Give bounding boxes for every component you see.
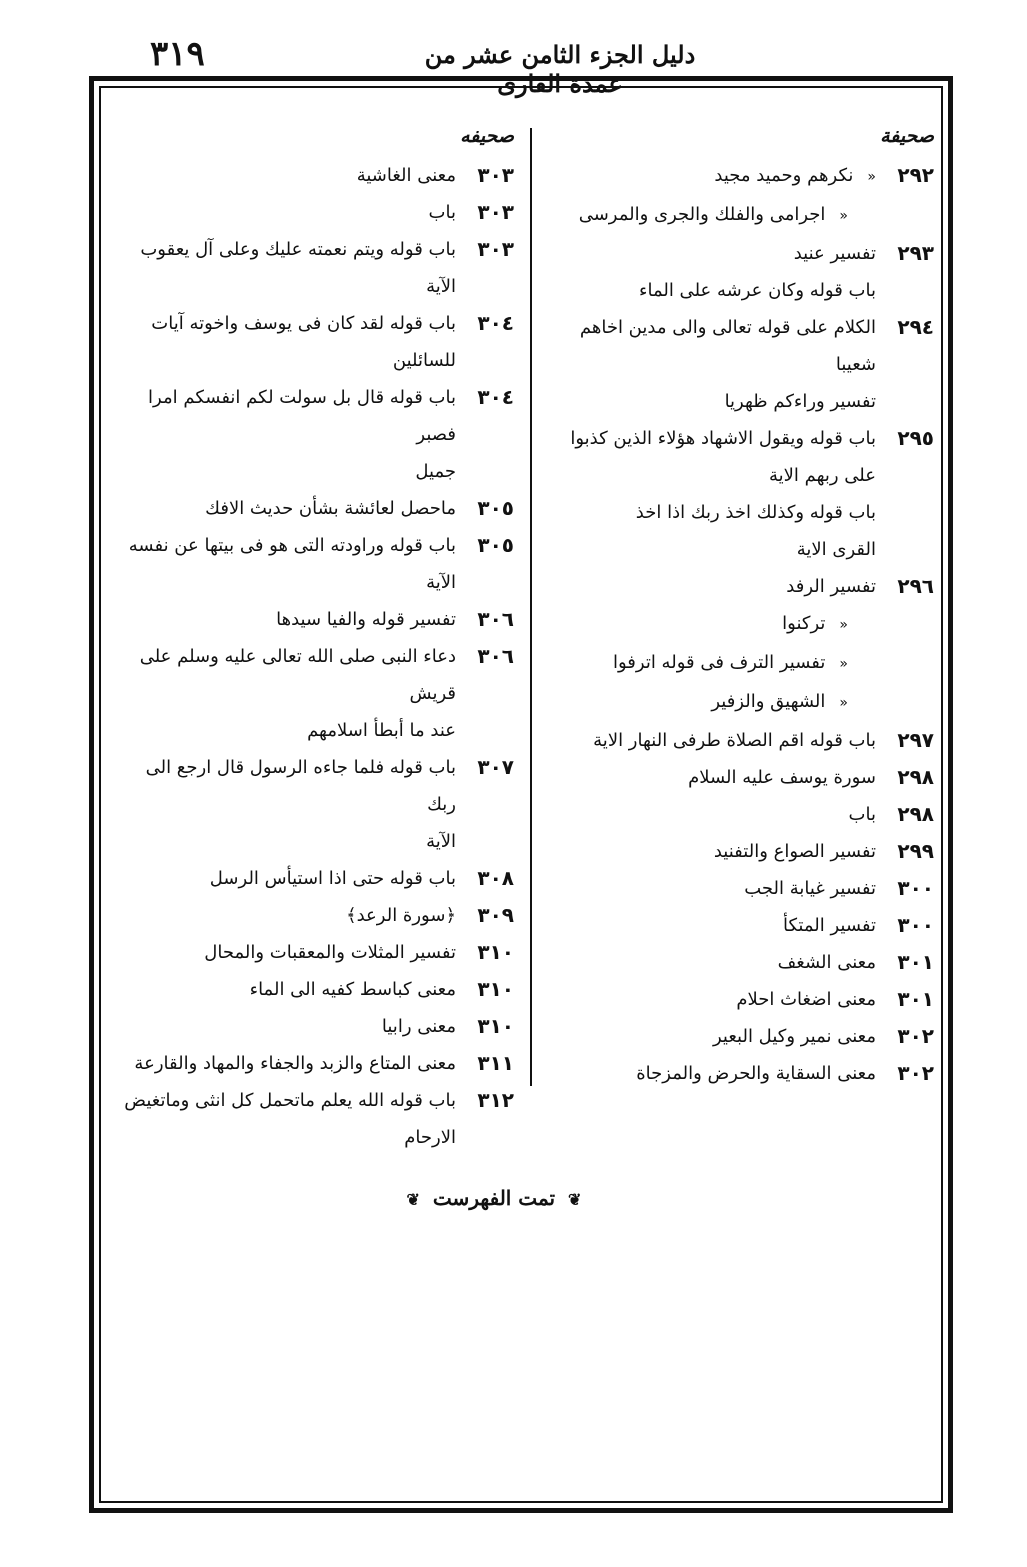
index-entry [548, 833, 934, 870]
index-entry [122, 268, 514, 305]
index-entry [548, 272, 934, 309]
entry-title: معنى رابيا [381, 1016, 456, 1037]
entry-title: تفسير الصواع والتفنيد [713, 841, 876, 862]
entry-title: الكلام على قوله تعالى والى مدين اخاهم شعيبا [579, 317, 876, 375]
entry-title: الشهيق والزفير [711, 691, 826, 712]
index-entry [548, 605, 934, 644]
index-entry [548, 457, 934, 494]
index-entry [548, 1018, 934, 1055]
ornament-icon: ❦ [406, 1190, 420, 1209]
index-entry [548, 944, 934, 981]
index-entry [122, 1045, 514, 1082]
index-entry [122, 638, 514, 712]
entry-title: باب قوله ويتم نعمته عليك وعلى آل يعقوب [140, 239, 456, 260]
ditto-mark-icon: « [867, 169, 876, 185]
ditto-mark-icon: « [839, 617, 848, 633]
entry-title: القرى الاية [796, 539, 876, 560]
ditto-mark-icon: « [839, 208, 848, 224]
index-entry [548, 420, 934, 457]
index-entry [548, 235, 934, 272]
entry-title: تفسير الترف فى قوله اترفوا [612, 652, 826, 673]
entry-page-number: ٣٠٠ [897, 913, 934, 937]
index-entry [122, 157, 514, 194]
index-entry [122, 527, 514, 601]
index-entry [548, 722, 934, 759]
entry-title: تفسير وراءكم ظهريا [724, 391, 876, 412]
index-entry [122, 1119, 514, 1156]
index-entry [122, 342, 514, 379]
index-entry [122, 231, 514, 268]
entry-page-number: ٢٩٣ [897, 241, 934, 265]
entry-title: اجرامى والفلك والجرى والمرسى [578, 204, 826, 225]
entry-title: تفسير غيابة الجب [744, 878, 876, 899]
entry-page-number: ٣٠٢ [897, 1024, 934, 1048]
index-column-right [548, 125, 934, 1092]
entry-title: معنى المتاع والزبد والجفاء والمهاد والقارعة [134, 1053, 456, 1074]
entry-title: باب قوله قال بل سولت لكم انفسكم امرا فصبر [148, 387, 456, 445]
index-entry [548, 683, 934, 722]
entry-page-number: ٢٩٩ [897, 839, 934, 863]
entry-title: معنى الغاشية [356, 165, 456, 186]
index-entry [122, 823, 514, 860]
entry-page-number: ٣١٠ [477, 1014, 514, 1038]
entry-page-number: ٣٠٠ [897, 876, 934, 900]
entry-title: باب قوله الله يعلم ماتحمل كل انثى وماتغيض [124, 1090, 456, 1111]
end-of-index [384, 1186, 604, 1210]
entry-page-number: ٣٠٧ [477, 755, 514, 779]
index-entry [122, 490, 514, 527]
entry-title: تفسير المثلات والمعقبات والمحال [204, 942, 456, 963]
entry-title: باب قوله وراودته التى هو فى بيتها عن نفسه الآية [128, 535, 456, 593]
index-entry [548, 568, 934, 605]
index-entry [122, 712, 514, 749]
entry-page-number: ٣٠٣ [477, 237, 514, 261]
entry-title: تفسير الرفد [786, 576, 876, 597]
index-entry [548, 870, 934, 907]
entry-title: جميل [415, 461, 456, 482]
entry-page-number: ٢٩٦ [897, 574, 934, 598]
index-column-left [122, 125, 514, 1156]
column-divider [530, 128, 532, 1086]
index-entry [122, 1082, 514, 1119]
index-entry [548, 196, 934, 235]
entry-page-number: ٣١٠ [477, 977, 514, 1001]
index-entry [548, 907, 934, 944]
entry-title: باب قوله ويقول الاشهاد هؤلاء الذين كذبوا [570, 428, 876, 449]
entry-title: باب قوله وكان عرشه على الماء [639, 280, 876, 301]
entry-title: الآية [426, 831, 456, 852]
index-entry [548, 494, 934, 531]
page-number: ٣١٩ [150, 34, 205, 74]
entry-page-number: ٣٠٥ [477, 533, 514, 557]
index-entry [122, 1008, 514, 1045]
entry-title: معنى اضغاث احلام [736, 989, 876, 1010]
index-list-right [548, 157, 934, 1092]
index-entry [122, 601, 514, 638]
entry-title: معنى نمير وكيل البعير [713, 1026, 876, 1047]
entry-title: الارحام [404, 1127, 456, 1148]
entry-title: للسائلين [392, 350, 456, 371]
entry-page-number: ٣٠١ [897, 987, 934, 1011]
index-entry [548, 1055, 934, 1092]
entry-title: معنى السقاية والحرض والمزجاة [636, 1063, 876, 1084]
entry-page-number: ٣١١ [477, 1051, 514, 1075]
entry-title: باب [428, 202, 456, 223]
index-entry [548, 383, 934, 420]
index-entry [548, 157, 934, 196]
entry-page-number: ٣١٢ [477, 1088, 514, 1112]
index-entry [548, 531, 934, 568]
index-entry [548, 796, 934, 833]
entry-title: على ربهم الاية [768, 465, 876, 486]
end-of-index-label: تمت الفهرست [432, 1186, 556, 1210]
entry-page-number: ٢٩٢ [897, 163, 934, 187]
entry-title: باب قوله وكذلك اخذ ربك اذا اخذ [635, 502, 876, 523]
index-entry [122, 897, 514, 934]
index-entry [548, 759, 934, 796]
index-entry [122, 749, 514, 823]
entry-title: باب قوله لقد كان فى يوسف واخوته آيات [151, 313, 456, 334]
entry-page-number: ٢٩٧ [897, 728, 934, 752]
entry-page-number: ٣٠٥ [477, 496, 514, 520]
entry-title: الآية [426, 276, 456, 297]
index-entry [122, 860, 514, 897]
index-entry [548, 981, 934, 1018]
entry-title: تفسير قوله والفيا سيدها [276, 609, 456, 630]
entry-title: تفسير عنيد [793, 243, 876, 264]
running-title: دليل الجزء الثامن عشر من عمدة القارى [424, 40, 696, 98]
index-entry [122, 453, 514, 490]
entry-page-number: ٣٠٩ [477, 903, 514, 927]
column-header-page: صحيفة [880, 125, 934, 147]
entry-title: تركنوا [782, 613, 826, 634]
index-entry [122, 194, 514, 231]
ditto-mark-icon: « [839, 695, 848, 711]
index-entry [122, 971, 514, 1008]
entry-page-number: ٢٩٥ [897, 426, 934, 450]
entry-page-number: ٢٩٤ [897, 315, 934, 339]
entry-title: معنى كباسط كفيه الى الماء [249, 979, 456, 1000]
entry-page-number: ٣٠٣ [477, 200, 514, 224]
entry-page-number: ٣٠٤ [477, 311, 514, 335]
entry-title: دعاء النبى صلى الله تعالى عليه وسلم على قريش [139, 646, 456, 704]
entry-page-number: ٢٩٨ [897, 765, 934, 789]
entry-page-number: ٣٠١ [897, 950, 934, 974]
index-entry [122, 934, 514, 971]
entry-title: باب قوله حتى اذا استيأس الرسل [209, 868, 456, 889]
entry-title: عند ما أبطأ اسلامهم [307, 720, 456, 741]
entry-title: ﴿سورة الرعد﴾ [346, 905, 456, 926]
entry-title: باب قوله اقم الصلاة طرفى النهار الاية [593, 730, 876, 751]
ditto-mark-icon: « [839, 656, 848, 672]
ornament-icon: ❦ [568, 1190, 582, 1209]
index-entry [122, 379, 514, 453]
entry-page-number: ٣٠٢ [897, 1061, 934, 1085]
entry-page-number: ٣٠٦ [477, 644, 514, 668]
column-header-page: صحيفه [460, 125, 514, 147]
index-list-left [122, 157, 514, 1156]
index-entry [548, 644, 934, 683]
entry-title: معنى الشغف [777, 952, 876, 973]
entry-page-number: ٢٩٨ [897, 802, 934, 826]
entry-page-number: ٣٠٨ [477, 866, 514, 890]
entry-title: تفسير المتكأ [782, 915, 876, 936]
entry-page-number: ٣٠٣ [477, 163, 514, 187]
entry-title: ماحصل لعائشة بشأن حديث الافك [205, 498, 456, 519]
entry-title: سورة يوسف عليه السلام [688, 767, 876, 788]
index-entry [548, 309, 934, 383]
entry-page-number: ٣٠٦ [477, 607, 514, 631]
entry-page-number: ٣٠٤ [477, 385, 514, 409]
entry-title: نكرهم وحميد مجيد [714, 165, 854, 186]
entry-page-number: ٣١٠ [477, 940, 514, 964]
entry-title: باب [848, 804, 876, 825]
entry-title: باب قوله فلما جاءه الرسول قال ارجع الى ربك [145, 757, 456, 815]
index-entry [122, 305, 514, 342]
